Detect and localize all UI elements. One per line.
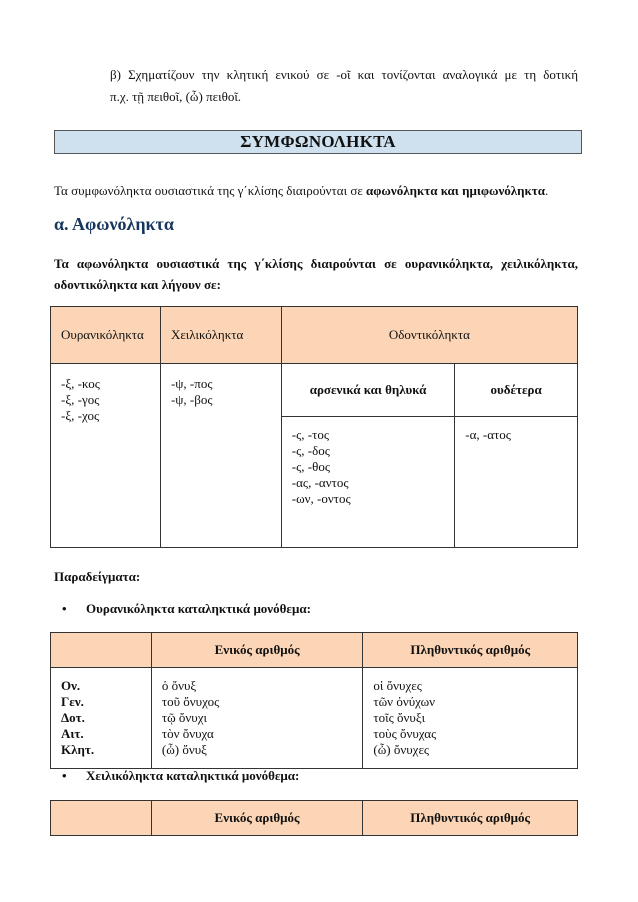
dental-mf-ending: -ας, -αντος (291, 475, 349, 490)
dental-mf-ending: -ς, -δος (291, 443, 330, 458)
dental-mf-endings-cell (281, 417, 454, 548)
paragraph-aphonic-division: Τα αφωνόληκτα ουσιαστικά της γ΄κλίσης διαιρούνται σε ουρανικόληκτα, χειλικόληκτα, οδοντικόληκτα και λήγουν σε: (54, 256, 578, 292)
labial-endings-cell (160, 364, 281, 548)
header-dental: Οδοντικόληκτα (281, 307, 577, 364)
header-plural: Πληθυντικός αριθμός (363, 801, 578, 836)
plural-form: (ὦ) ὄνυχες (373, 742, 430, 757)
singular-form: τοῦ ὄνυχος (161, 694, 220, 709)
paragraph-text: Τα συμφωνόληκτα ουσιαστικά της γ΄κλίσης διαιρούνται σε (54, 183, 367, 198)
dental-n-ending: -α, -ατος (465, 427, 511, 442)
plural-form: τοῖς ὄνυξι (373, 710, 426, 725)
bullet-dot-icon: • (62, 768, 67, 783)
singular-form: τῷ ὄνυχι (161, 710, 207, 725)
uranic-ending: -ξ, -γος (61, 392, 100, 407)
example-forms-row (51, 668, 578, 769)
paragraph-consonant-division (54, 183, 584, 199)
examples-label: Παραδείγματα: (54, 569, 141, 584)
case-name: Ον. (61, 678, 81, 693)
case-name: Δοτ. (61, 710, 85, 725)
header-plural: Πληθυντικός αριθμός (363, 633, 578, 668)
singular-form: ὁ ὄνυξ (161, 678, 197, 693)
labial-ending: -ψ, -βος (170, 392, 213, 407)
uranic-ending: -ξ, -κος (61, 376, 100, 391)
intro-line-2: π.χ. τῇ πειθοῖ, (ὦ) πειθοῖ. (110, 89, 242, 104)
header-singular: Ενικός αριθμός (151, 801, 363, 836)
example-header-row (51, 801, 578, 836)
case-name: Κλητ. (61, 742, 95, 757)
heading-alpha: α. Αφωνόληκτα (54, 214, 174, 234)
dental-mf-ending: -ς, -τος (291, 427, 329, 442)
case-name: Γεν. (61, 694, 84, 709)
singular-form: (ὦ) ὄνυξ (161, 742, 207, 757)
case-names-cell (51, 668, 152, 769)
plural-forms-cell (363, 668, 578, 769)
uranic-endings-cell (51, 364, 161, 548)
uranic-ending: -ξ, -χος (61, 408, 100, 423)
uranic-example-table (50, 632, 578, 769)
bullet-labial (62, 768, 299, 784)
dental-n-endings-cell (455, 417, 578, 548)
section-banner: ΣΥΜΦΩΝΟΛΗΚΤΑ (54, 130, 582, 154)
header-empty (51, 801, 152, 836)
header-singular: Ενικός αριθμός (151, 633, 363, 668)
labial-ending: -ψ, -πος (170, 376, 213, 391)
endings-header-row (51, 307, 578, 364)
paragraph-bold: αφωνόληκτα και ημιφωνόληκτα (366, 183, 546, 198)
header-labial: Χειλικόληκτα (160, 307, 281, 364)
bullet-dot-icon: • (62, 601, 67, 616)
subheader-masc-fem: αρσενικά και θηλυκά (281, 364, 454, 417)
bullet-text: Χειλικόληκτα καταληκτικά μονόθεμα: (86, 768, 300, 783)
plural-form: τοὺς ὄνυχας (373, 726, 437, 741)
singular-forms-cell (151, 668, 363, 769)
plural-form: τῶν ὀνύχων (373, 694, 436, 709)
labial-example-table (50, 800, 578, 836)
case-name: Αιτ. (61, 726, 84, 741)
bullet-text: Ουρανικόληκτα καταληκτικά μονόθεμα: (86, 601, 311, 616)
dental-mf-ending: -ς, -θος (291, 459, 330, 474)
intro-line-1: β) Σχηματίζουν την κλητική ενικού σε -οῖ και τονίζονται αναλογικά με τη δοτική (110, 67, 578, 82)
endings-table (50, 306, 578, 548)
bullet-uranic (62, 601, 311, 617)
example-header-row (51, 633, 578, 668)
header-empty (51, 633, 152, 668)
paragraph-end: . (545, 183, 549, 198)
plural-form: οἱ ὄνυχες (373, 678, 422, 693)
header-uranic: Ουρανικόληκτα (51, 307, 161, 364)
dental-mf-ending: -ων, -οντος (291, 491, 351, 506)
singular-form: τὸν ὄνυχα (161, 726, 214, 741)
subheader-neuter: ουδέτερα (455, 364, 578, 417)
intro-paragraph (110, 64, 578, 108)
endings-subheader-row (51, 364, 578, 417)
